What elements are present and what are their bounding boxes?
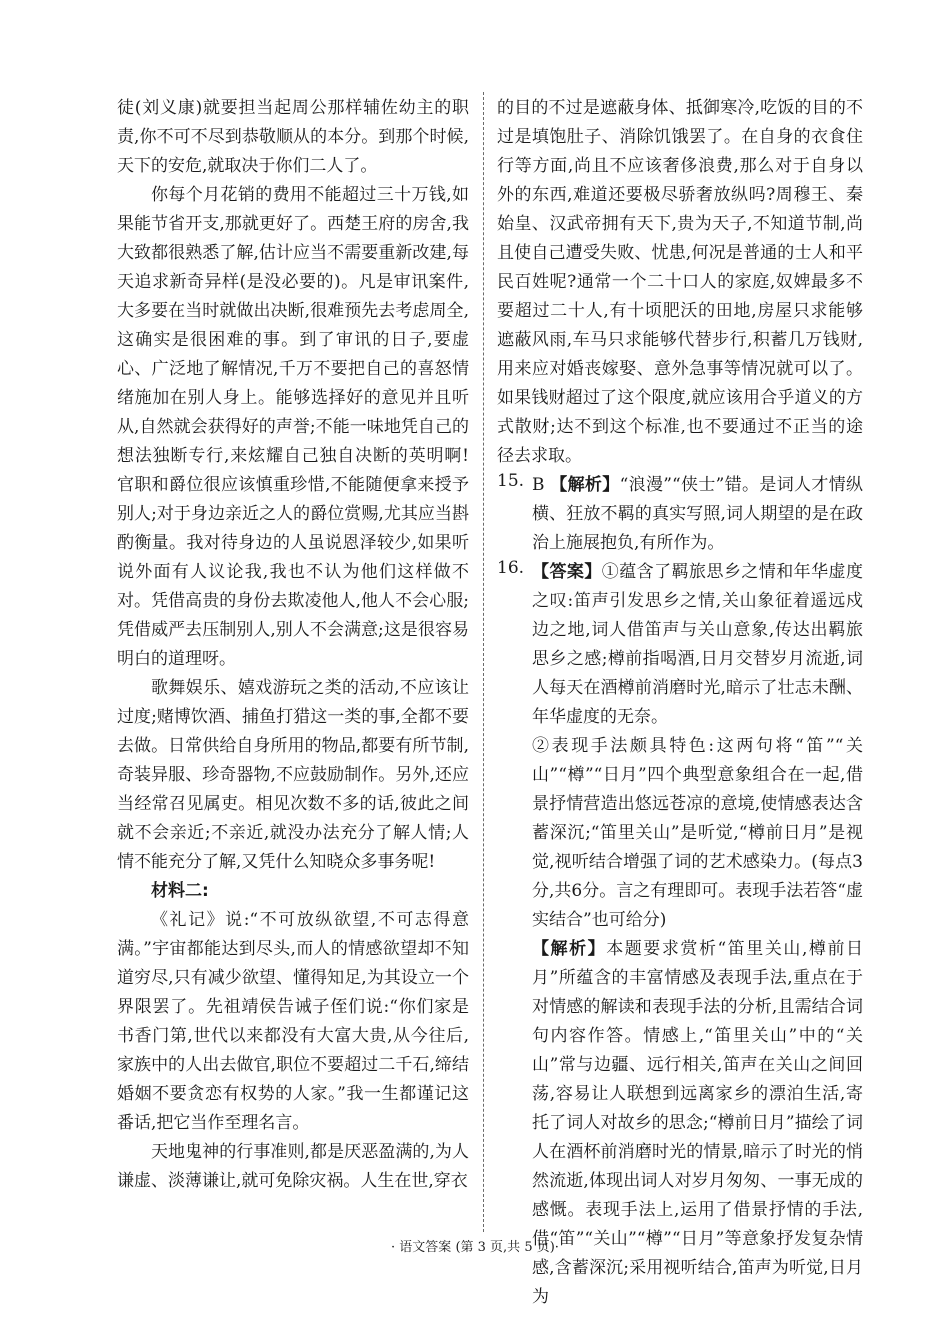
left-paragraph-5: 天地鬼神的行事准则,都是厌恶盈满的,为人谦虚、淡薄谦让,就可免除灾祸。人生在世,穿衣 bbox=[117, 1142, 469, 1191]
page-footer: · 语文答案 (第 3 页,共 5 页)· bbox=[391, 1240, 559, 1255]
left-paragraph-4: 《礼记》说:“不可放纵欲望,不可志得意满。”宇宙都能达到尽头,而人的情感欲望却不知道穷尽,只有减少欲望、懂得知足,为其设立一个界限罢了。先祖靖侯告诫子侄们说:“你们家是书香门第,世代以来都没有大富大贵,从今往后,家族中的人出去做官,职位不要超过二千石,缔结婚姻不要贪恋有权势的人家。”我一生都谨记这番话,把它当作至理名言。 bbox=[117, 910, 469, 1133]
question-16-number: 16. bbox=[497, 558, 525, 578]
left-paragraph-2: 你每个月花销的费用不能超过三十万钱,如果能节省开支,那就更好了。西楚王府的房舍,我大致都很熟悉了解,估计应当不需要重新改建,每天追求新奇异样(是没必要的)。凡是审讯案件,大多要在当时就做出决断,很难预先去考虑周全,这确实是很困难的事。到了审讯的日子,要虚心、广泛地了解情况,千万不要把自己的喜怒情绪施加在别人身上。能够选择好的意见并且听从,自然就会获得好的声誉;不能一味地凭自己的想法独断专行,来炫耀自己独自决断的英明啊!官职和爵位很应该慎重珍惜,不能随便拿来授予别人;对于身边亲近之人的爵位赏赐,尤其应当斟酌衡量。我对待身边的人虽说恩泽较少,如果听说外面有人议论我,我也不认为他们这样做不对。凭借高贵的身份去欺凌他人,他人不会心服;凭借威严去压制别人,别人不会满意;这是很容易明白的道理呀。 bbox=[117, 185, 469, 669]
question-15-analysis-text: “浪漫”“侠士”错。是词人才情纵横、狂放不羁的真实写照,词人期望的是在政治上施展抱负,有所作为。 bbox=[532, 475, 864, 553]
right-column bbox=[497, 94, 863, 1312]
left-paragraph-3: 歌舞娱乐、嬉戏游玩之类的活动,不应该让过度;赌博饮酒、捕鱼打猎这一类的事,全都不要去做。日常供给自身所用的物品,都要有所节制,奇装异服、珍奇器物,不应鼓励制作。另外,还应当经常召见属吏。相见次数不多的话,彼此之间就不会亲近;不亲近,就没办法充分了解人情;人情不能充分了解,又凭什么知晓众多事务呢! bbox=[117, 678, 469, 872]
left-column bbox=[117, 94, 469, 1196]
right-paragraph-continued: 的目的不过是遮蔽身体、抵御寒冷,吃饭的目的不过是填饱肚子、消除饥饿罢了。在自身的衣食住行等方面,尚且不应该奢侈浪费,那么对于自身以外的东西,难道还要极尽骄奢放纵吗?周穆王、秦始皇、汉武帝拥有天下,贵为天子,不知道节制,尚且使自己遭受失败、忧患,何况是普通的士人和平民百姓呢?通常一个二十口人的家庭,奴婢最多不要超过二十人,有十顷肥沃的田地,房屋只求能够遮蔽风雨,车马只求能够代替步行,积蓄几万钱财,用来应对婚丧嫁娶、意外急事等情况就可以了。如果钱财超过了这个限度,就应该用合乎道义的方式散财;达不到这个标准,也不要通过不正当的途径去求取。 bbox=[497, 98, 863, 466]
left-paragraph-1: 徒(刘义康)就要担当起周公那样辅佐幼主的职责,你不可不尽到恭敬顺从的本分。到那个时候,天下的安危,就取决于你们二人了。 bbox=[117, 98, 469, 176]
question-16-answer-part-1: ①蕴含了羁旅思乡之情和年华虚度之叹:笛声引发思乡之情,关山象征着遥远戍边之地,词人借笛声与关山意象,传达出羁旅思乡之感;樽前指喝酒,日月交替岁月流逝,词人每天在酒樽前消磨时光,暗示了壮志未酬、年华虚度的无奈。 bbox=[532, 562, 864, 727]
question-16-answer-part-2: ②表现手法颇具特色:这两句将“笛”“关山”“樽”“日月”四个典型意象组合在一起,借景抒情营造出悠远苍凉的意境,使情感表达含蓄深沉;“笛里关山”是听觉,“樽前日月”是视觉,视听结合增强了词的艺术感染力。(每点3分,共6分。言之有理即可。表现手法若答“虚实结合”也可给分) bbox=[532, 736, 863, 930]
question-15 bbox=[497, 471, 863, 558]
question-16-analysis-text: 本题要求赏析“笛里关山,樽前日月”所蕴含的丰富情感及表现手法,重点在于对情感的解读和表现手法的分析,且需结合词句内容作答。情感上,“笛里关山”中的“关山”常与边疆、远行相关,笛声在关山之间回荡,容易让人联想到远离家乡的漂泊生活,寄托了词人对故乡的思念;“樽前日月”描绘了词人在酒杯前消磨时光的情景,暗示了时光的悄然流逝,体现出词人对岁月匆匆、一事无成的感慨。表现手法上,运用了借景抒情的手法,借“笛”“关山”“樽”“日月”等意象抒发复杂情感,含蓄深沉;采用视听结合,笛声为听觉,日月为 bbox=[532, 939, 863, 1307]
question-16-answer-tag: 【答案】 bbox=[532, 562, 602, 582]
question-15-analysis-tag: 【解析】 bbox=[550, 475, 620, 495]
question-15-answer: B bbox=[532, 475, 545, 495]
column-divider bbox=[483, 92, 484, 1232]
question-16-analysis-tag: 【解析】 bbox=[532, 939, 607, 959]
question-15-number: 15. bbox=[497, 471, 525, 491]
material-2-heading: 材料二: bbox=[151, 881, 209, 901]
question-16 bbox=[497, 558, 863, 1312]
